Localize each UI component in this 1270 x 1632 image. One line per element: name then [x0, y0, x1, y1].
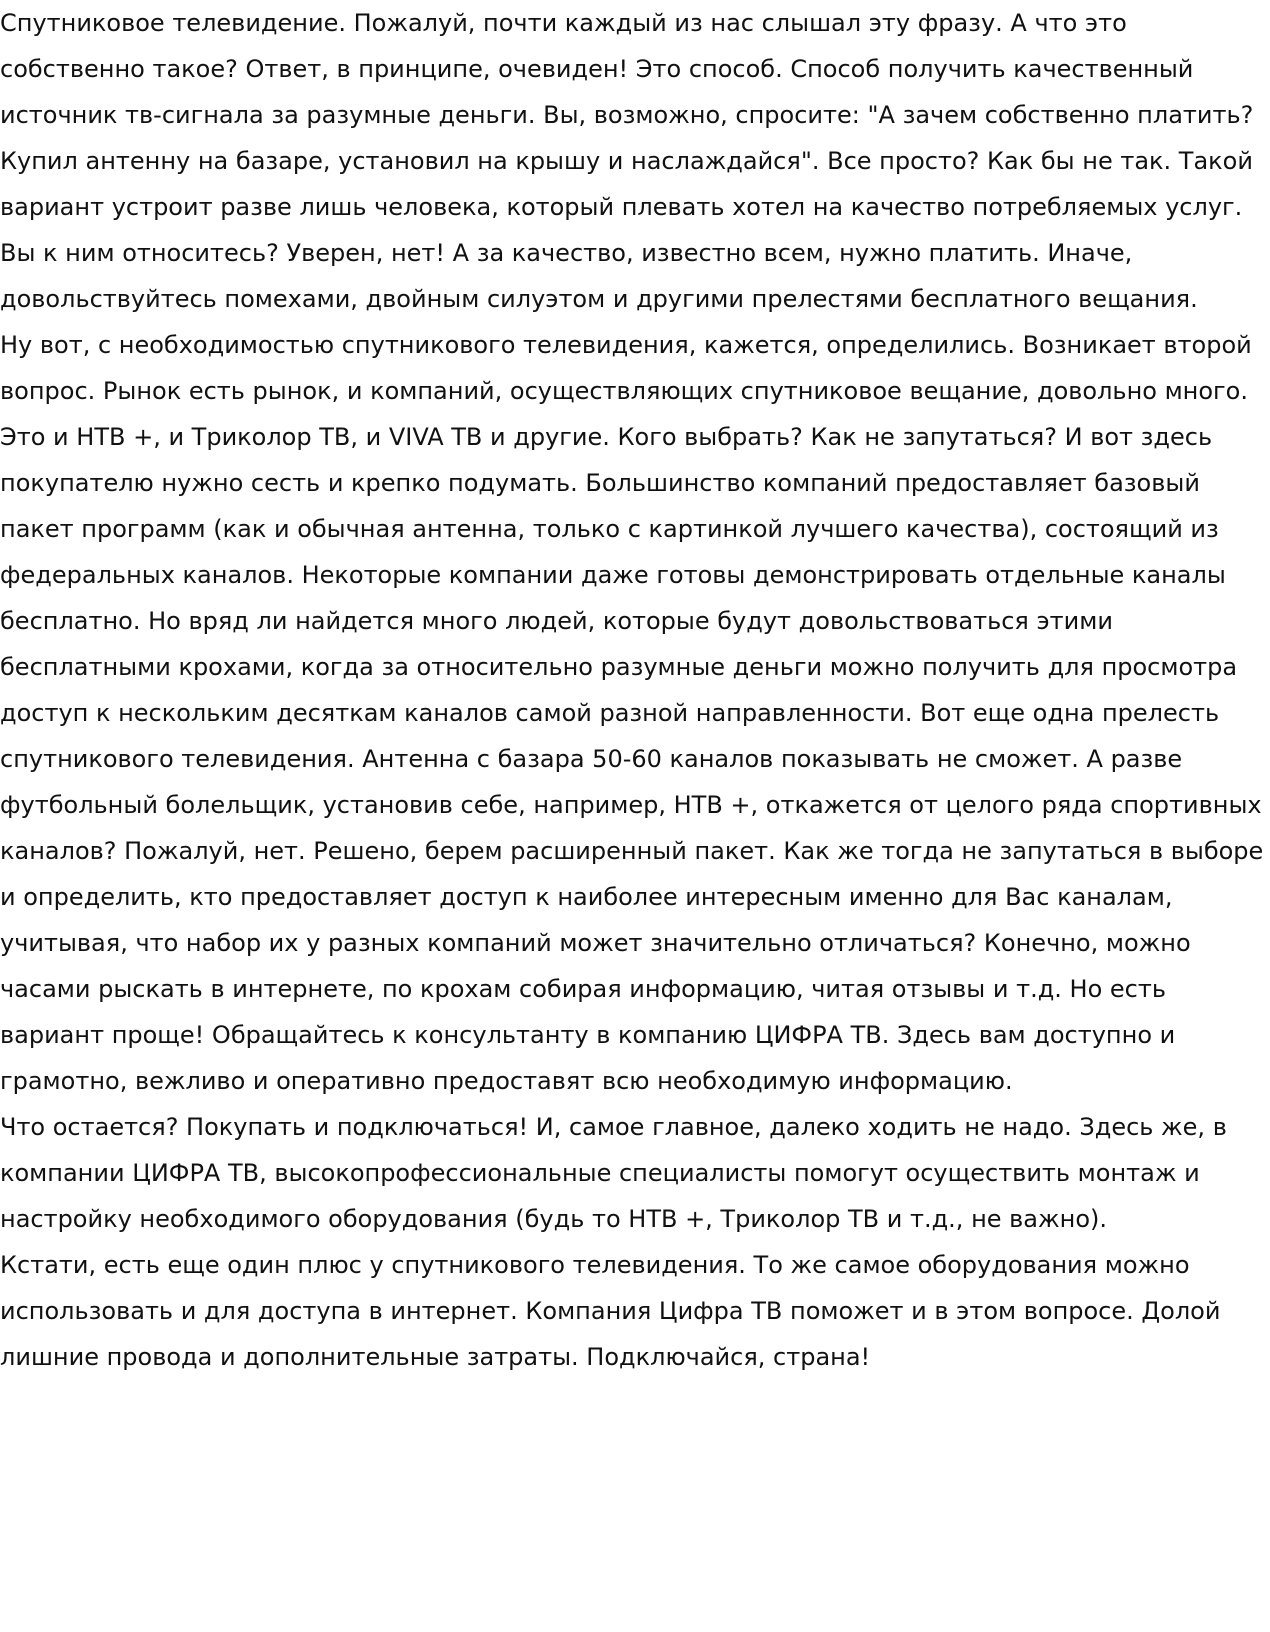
paragraph-internet: Кстати, есть еще один плюс у спутникового телевидения. То же самое оборудования можно использовать и для доступа в интернет. Компания Цифра ТВ поможет и в этом вопросе. Долой лишние провода и дополнительные затраты. Подключайся, страна!: [0, 1251, 1221, 1371]
paragraph-intro: Спутниковое телевидение. Пожалуй, почти каждый из нас слышал эту фразу. А что это собственно такое? Ответ, в принципе, очевиден! Это способ. Способ получить качественный источник тв-сигнала за разумные деньги. Вы, возможно, спросите: "А зачем собственно платить? Купил антенну на базаре, установил на крышу и наслаждайся". Все просто? Как бы не так. Такой вариант устроит разве лишь человека, который плевать хотел на качество потребляемых услуг. Вы к ним относитесь? Уверен, нет! А за качество, известно всем, нужно платить. Иначе, довольствуйтесь помехами, двойным силуэтом и другими прелестями бесплатного вещания.: [0, 9, 1254, 313]
paragraph-choice: Ну вот, с необходимостью спутникового телевидения, кажется, определились. Возникает второй вопрос. Рынок есть рынок, и компаний, осуществляющих спутниковое вещание, довольно много. Это и НТВ +, и Триколор ТВ, и VIVA ТВ и другие. Кого выбрать? Как не запутаться? И вот здесь покупателю нужно сесть и крепко подумать. Большинство компаний предоставляет базовый пакет программ (как и обычная антенна, только с картинкой лучшего качества), состоящий из федеральных каналов. Некоторые компании даже готовы демонстрировать отдельные каналы бесплатно. Но вряд ли найдется много людей, которые будут довольствоваться этими бесплатными крохами, когда за относительно разумные деньги можно получить для просмотра доступ к нескольким десяткам каналов самой разной направленности. Вот еще одна прелесть спутникового телевидения. Антенна с базара 50-60 каналов показывать не сможет. А разве футбольный болельщик, установив себе, например, НТВ +, откажется от целого ряда спортивных каналов? Пожалуй, нет. Решено, берем расширенный пакет. Как же тогда не запутаться в выборе и определить, кто предоставляет доступ к наиболее интересным именно для Вас каналам, учитывая, что набор их у разных компаний может значительно отличаться? Конечно, можно часами рыскать в интернете, по крохам собирая информацию, читая отзывы и т.д. Но есть вариант проще! Обращайтесь к консультанту в компанию ЦИФРА ТВ. Здесь вам доступно и грамотно, вежливо и оперативно предоставят всю необходимую информацию.: [0, 331, 1264, 1095]
paragraph-installation: Что остается? Покупать и подключаться! И, самое главное, далеко ходить не надо. Здесь же, в компании ЦИФРА ТВ, высокопрофессиональные специалисты помогут осуществить монтаж и настройку необходимого оборудования (будь то НТВ +, Триколор ТВ и т.д., не важно).: [0, 1113, 1227, 1233]
